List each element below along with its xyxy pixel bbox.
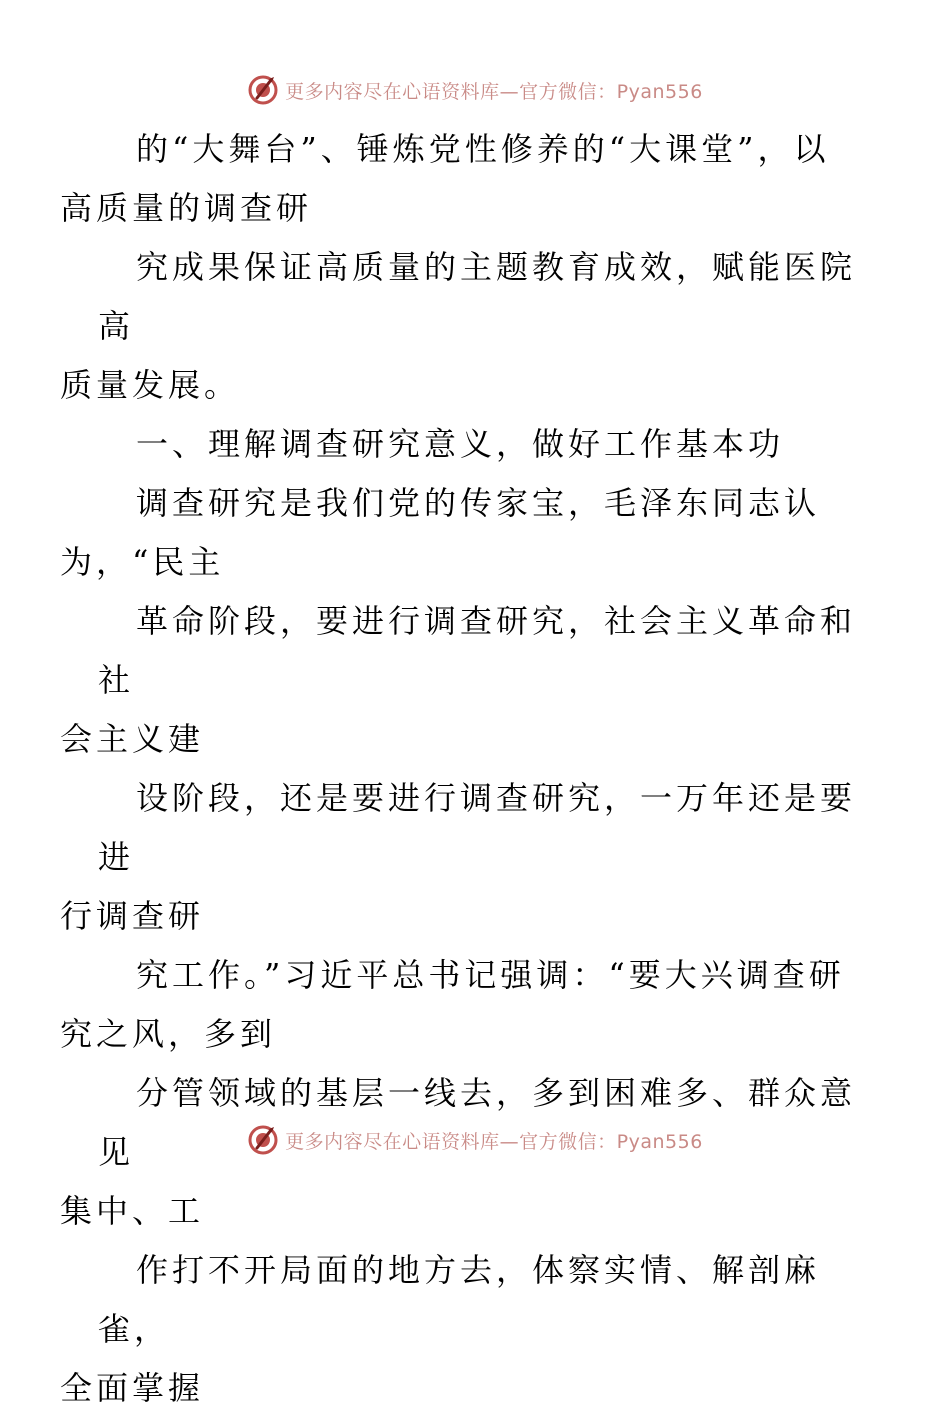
watermark-text: 更多内容尽在心语资料库—官方微信：Pyan556: [285, 1130, 703, 1153]
section-heading: 一、理解调查研究意义，做好工作基本功: [136, 425, 785, 463]
paragraph: 作打不开局面的地方去，体察实情、解剖麻雀， 全面掌握: [60, 1251, 821, 1407]
pen-logo-icon: [247, 74, 279, 106]
paragraph: 的“大舞台”、锤炼党性修养的“大课堂”，以 高质量的调查研: [60, 130, 830, 227]
header-watermark: [0, 70, 950, 110]
document-body: [60, 120, 858, 1418]
pen-logo-icon: [247, 1124, 279, 1156]
watermark-text: 更多内容尽在心语资料库—官方微信：Pyan556: [285, 80, 703, 103]
paragraph: 究成果保证高质量的主题教育成效，赋能医院高 质量发展。: [60, 248, 857, 404]
footer-watermark: [0, 1120, 950, 1160]
paragraph: 究工作。”习近平总书记强调：“要大兴调查研 究之风，多到: [60, 956, 845, 1053]
paragraph: 分管领域的基层一线去，多到困难多、群众意见 集中、工: [60, 1074, 857, 1230]
paragraph: 革命阶段，要进行调查研究，社会主义革命和社 会主义建: [60, 602, 857, 758]
paragraph: 调查研究是我们党的传家宝，毛泽东同志认 为，“民主: [60, 484, 821, 581]
paragraph: 设阶段，还是要进行调查研究，一万年还是要进 行调查研: [60, 779, 857, 935]
